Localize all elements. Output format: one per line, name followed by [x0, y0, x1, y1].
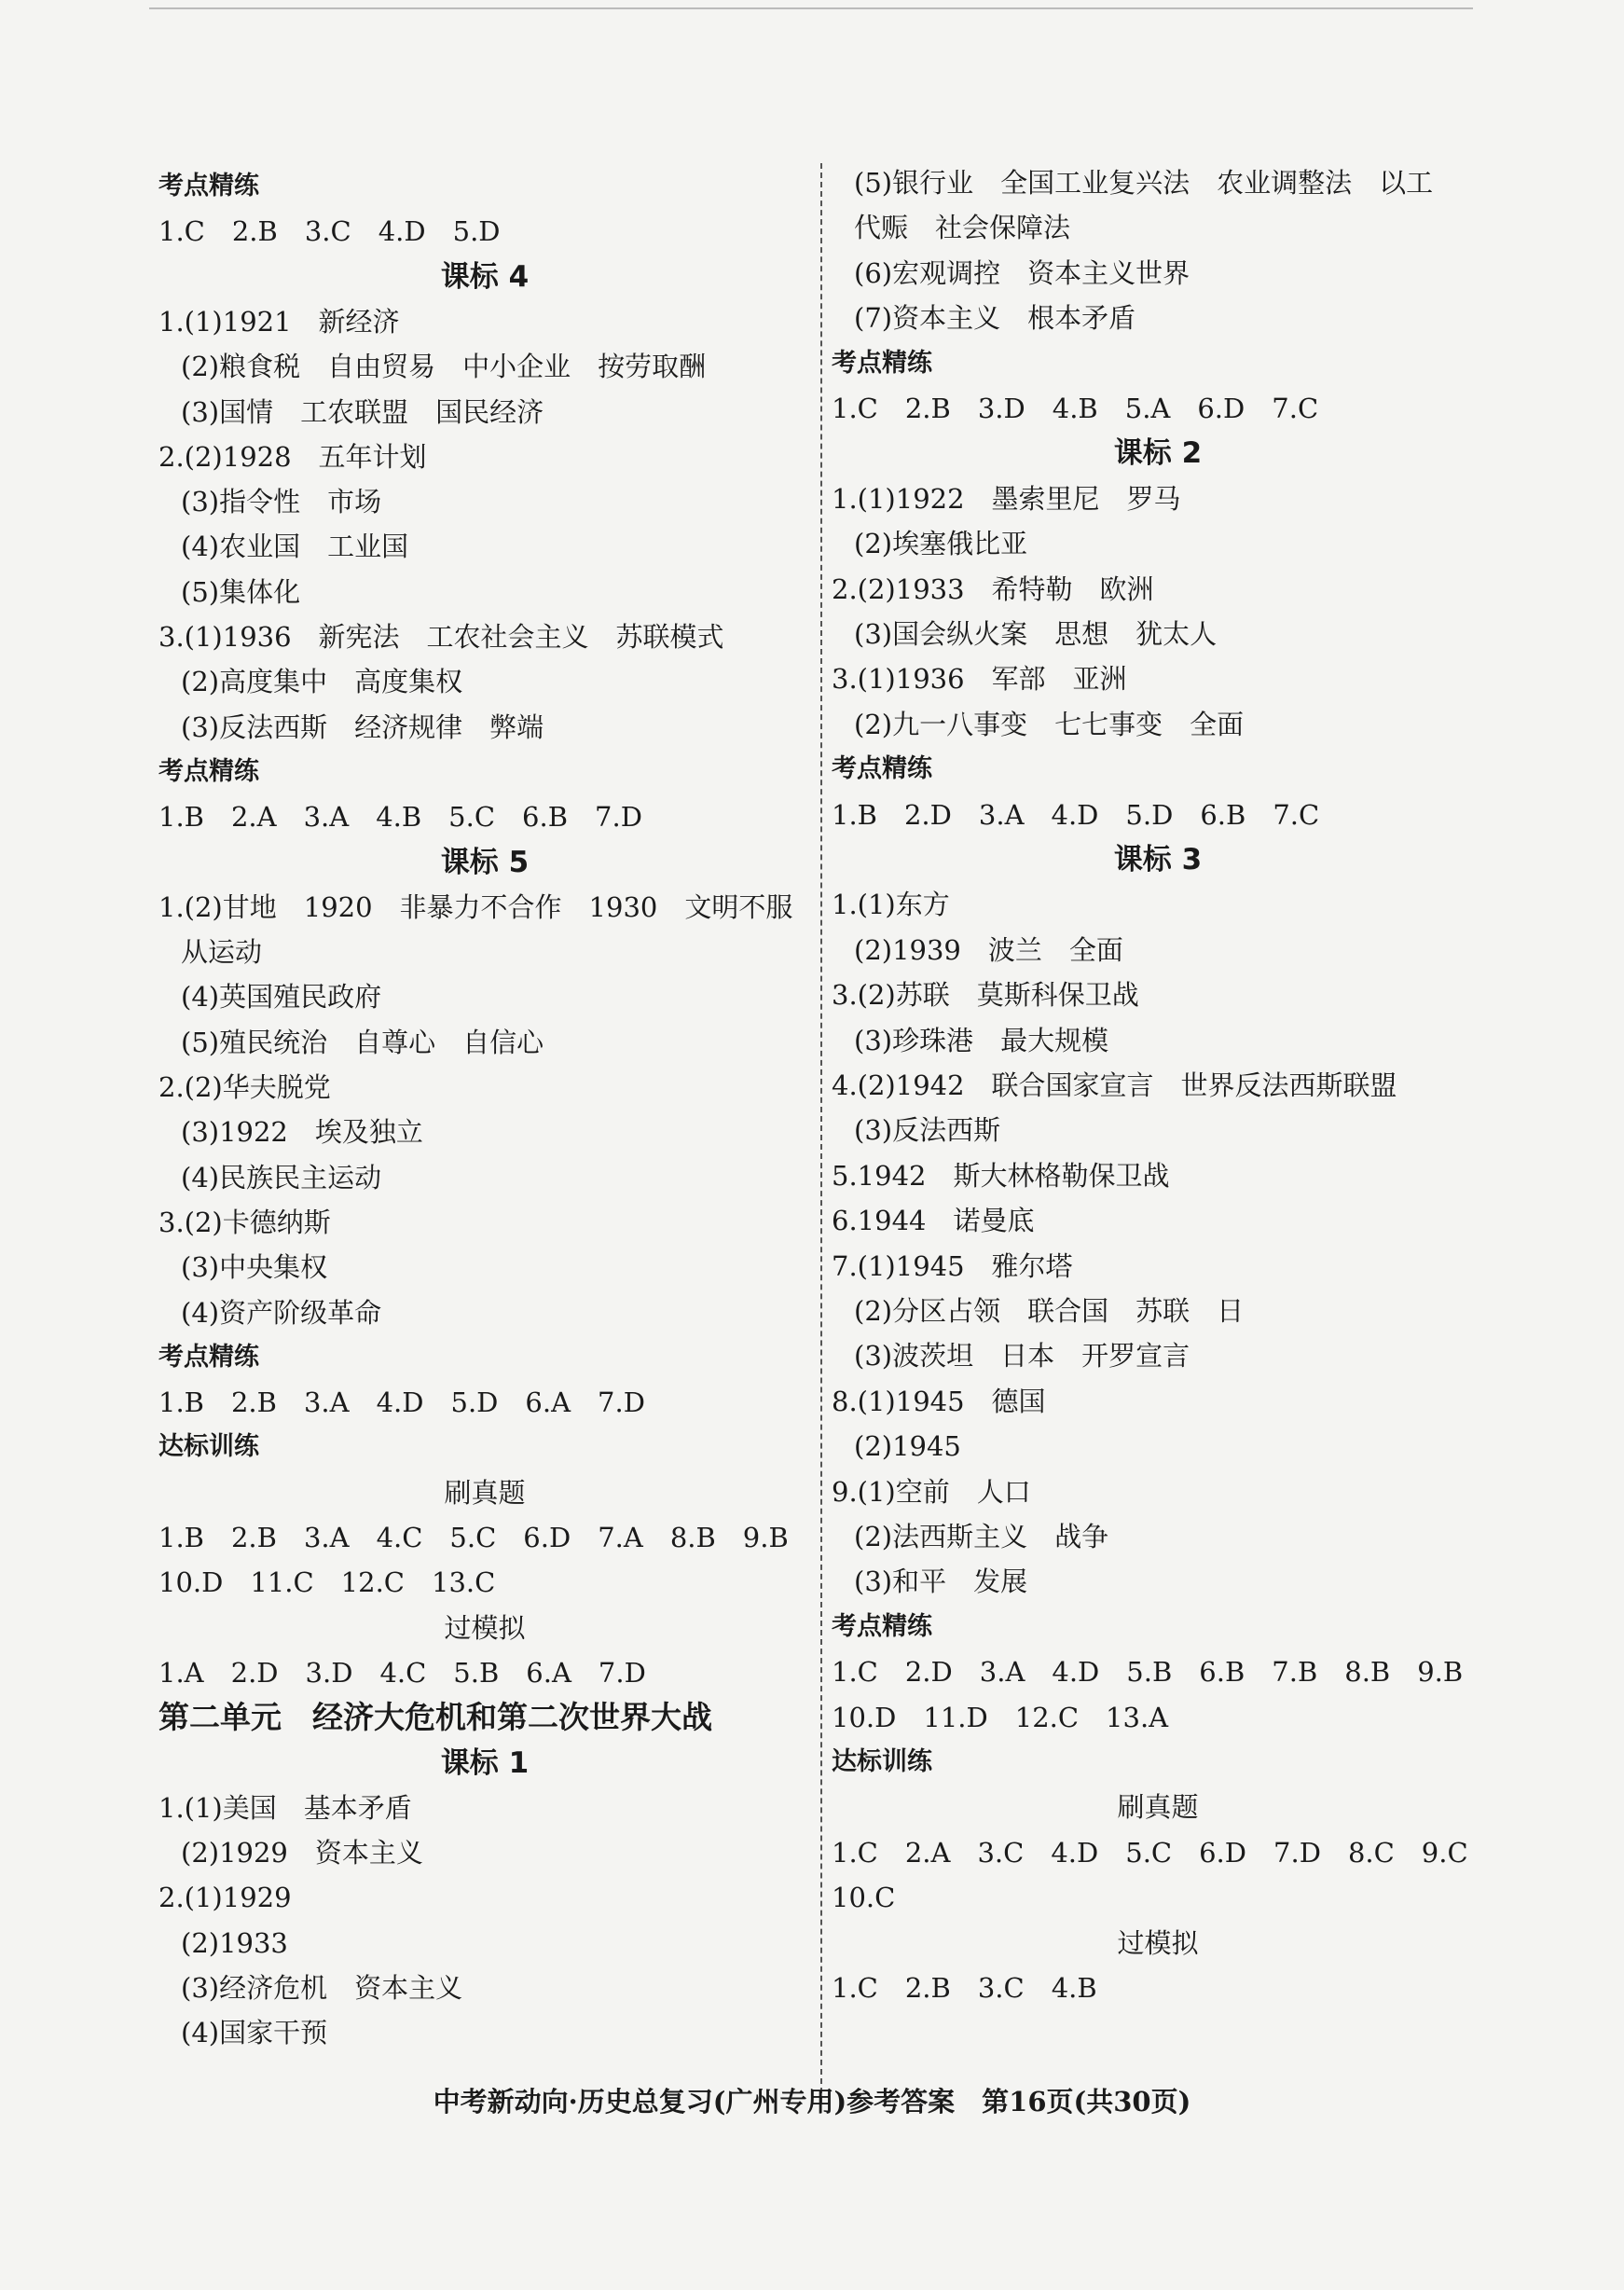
right-line: (3)国会纵火案 思想 犹太人: [854, 618, 1218, 650]
left-line: 从运动: [181, 936, 263, 969]
left-line: (4)英国殖民政府: [181, 981, 382, 1014]
right-line: 考点精练: [832, 754, 932, 784]
left-line: (3)经济危机 资本主义: [181, 1972, 463, 2004]
right-line: 10.C: [832, 1882, 896, 1914]
left-line: 考点精练: [158, 756, 259, 786]
right-line: 考点精练: [832, 348, 932, 378]
left-line: (4)国家干预: [181, 2017, 328, 2049]
right-line: (2)1945: [854, 1430, 961, 1463]
right-line: 课标 2: [1113, 436, 1203, 471]
right-line: 1.B 2.D 3.A 4.D 5.D 6.B 7.C: [832, 798, 1320, 831]
right-line: (3)反法西斯: [854, 1114, 1001, 1147]
left-line: 第二单元 经济大危机和第二次世界大战: [158, 1699, 712, 1736]
left-line: (5)集体化: [181, 575, 301, 608]
right-line: (3)珍珠港 最大规模: [854, 1024, 1109, 1056]
left-line: 1.(2)甘地 1920 非暴力不合作 1930 文明不服: [158, 890, 793, 923]
left-line: 3.(1)1936 新宪法 工农社会主义 苏联模式: [158, 621, 724, 653]
left-line: (3)1922 埃及独立: [181, 1116, 423, 1149]
right-line: 1.(1)1922 墨索里尼 罗马: [832, 482, 1181, 515]
right-line: (7)资本主义 根本矛盾: [854, 302, 1136, 335]
right-line: (2)法西斯主义 战争: [854, 1521, 1109, 1552]
right-line: (2)1939 波兰 全面: [854, 933, 1123, 966]
right-line: 5.1942 斯大林格勒保卫战: [832, 1159, 1170, 1192]
left-line: 考点精练: [158, 1342, 259, 1372]
right-line: (5)银行业 全国工业复兴法 农业调整法 以工: [854, 167, 1434, 199]
left-line: (4)资产阶级革命: [181, 1296, 382, 1329]
left-line: (2)1933: [181, 1926, 288, 1959]
left-line: 1.(1)1921 新经济: [158, 305, 400, 338]
left-line: (4)民族民主运动: [181, 1161, 382, 1193]
left-line: 考点精练: [158, 172, 259, 200]
right-line: 课标 3: [1113, 843, 1203, 876]
left-line: (2)高度集中 高度集权: [181, 666, 463, 698]
right-line: (6)宏观调控 资本主义世界: [854, 256, 1190, 289]
left-line: 刷真题: [444, 1476, 526, 1509]
left-line: (3)国情 工农联盟 国民经济: [181, 395, 544, 428]
right-line: 2.(2)1933 希特勒 欧洲: [832, 572, 1154, 605]
right-line: 8.(1)1945 德国: [832, 1385, 1046, 1417]
left-line: 2.(2)1928 五年计划: [158, 440, 427, 473]
left-line: 课标 1: [440, 1745, 530, 1780]
left-line: 3.(2)卡德纳斯: [158, 1206, 331, 1238]
left-line: 10.D 11.C 12.C 13.C: [158, 1566, 496, 1599]
right-line: 10.D 11.D 12.C 13.A: [832, 1701, 1169, 1733]
right-line: (2)埃塞俄比亚: [854, 528, 1028, 560]
right-line: 1.C 2.A 3.C 4.D 5.C 6.D 7.D 8.C 9.C: [832, 1836, 1468, 1869]
left-line: 达标训练: [158, 1432, 259, 1462]
left-line: (3)反法西斯 经济规律 弊端: [181, 710, 544, 743]
left-line: (3)中央集权: [181, 1251, 328, 1284]
left-line: 课标 4: [440, 259, 530, 294]
right-line: (3)波茨坦 日本 开罗宣言: [854, 1340, 1190, 1373]
left-line: 过模拟: [444, 1611, 526, 1644]
column-divider: [820, 163, 822, 2103]
left-line: 2.(1)1929: [158, 1882, 292, 1914]
right-line: (2)九一八事变 七七事变 全面: [854, 708, 1245, 740]
left-line: 1.A 2.D 3.D 4.C 5.B 6.A 7.D: [158, 1656, 646, 1689]
left-line: 1.B 2.A 3.A 4.B 5.C 6.B 7.D: [158, 801, 642, 834]
left-line: 1.(1)美国 基本矛盾: [158, 1791, 412, 1824]
right-line: 4.(2)1942 联合国家宣言 世界反法西斯联盟: [832, 1069, 1397, 1101]
right-line: (3)和平 发展: [854, 1566, 1028, 1598]
right-line: 刷真题: [1117, 1791, 1199, 1824]
left-line: 1.B 2.B 3.A 4.C 5.C 6.D 7.A 8.B 9.B: [158, 1522, 789, 1553]
top-rule: [149, 7, 1473, 9]
right-line: 1.(1)东方: [832, 889, 950, 921]
left-line: (3)指令性 市场: [181, 486, 382, 518]
right-line: 1.C 2.B 3.D 4.B 5.A 6.D 7.C: [832, 393, 1319, 424]
right-line: 达标训练: [832, 1747, 932, 1776]
page-footer: 中考新动向·历史总复习(广州专用)参考答案 第16页(共30页): [433, 2086, 1191, 2118]
right-line: 6.1944 诺曼底: [832, 1205, 1035, 1237]
right-line: 代赈 社会保障法: [854, 212, 1071, 244]
left-line: (4)农业国 工业国: [181, 531, 409, 563]
left-line: 2.(2)华夫脱党: [158, 1071, 331, 1103]
right-line: 1.C 2.B 3.C 4.B: [832, 1972, 1097, 2004]
left-line: 1.C 2.B 3.C 4.D 5.D: [158, 215, 501, 248]
left-line: 1.B 2.B 3.A 4.D 5.D 6.A 7.D: [158, 1386, 645, 1419]
right-line: 3.(1)1936 军部 亚洲: [832, 663, 1127, 696]
right-line: 7.(1)1945 雅尔塔: [832, 1249, 1073, 1282]
right-line: (2)分区占领 联合国 苏联 日: [854, 1295, 1245, 1327]
right-line: 1.C 2.D 3.A 4.D 5.B 6.B 7.B 8.B 9.B: [832, 1656, 1464, 1689]
right-line: 3.(2)苏联 莫斯科保卫战: [832, 979, 1139, 1012]
right-line: 考点精练: [832, 1611, 932, 1641]
left-line: (2)粮食税 自由贸易 中小企业 按劳取酬: [181, 351, 707, 383]
right-line: 9.(1)空前 人口: [832, 1475, 1031, 1508]
left-line: (5)殖民统治 自尊心 自信心: [181, 1026, 544, 1058]
left-line: (2)1929 资本主义: [181, 1837, 423, 1869]
left-line: 课标 5: [440, 845, 530, 879]
right-line: 过模拟: [1117, 1926, 1199, 1959]
